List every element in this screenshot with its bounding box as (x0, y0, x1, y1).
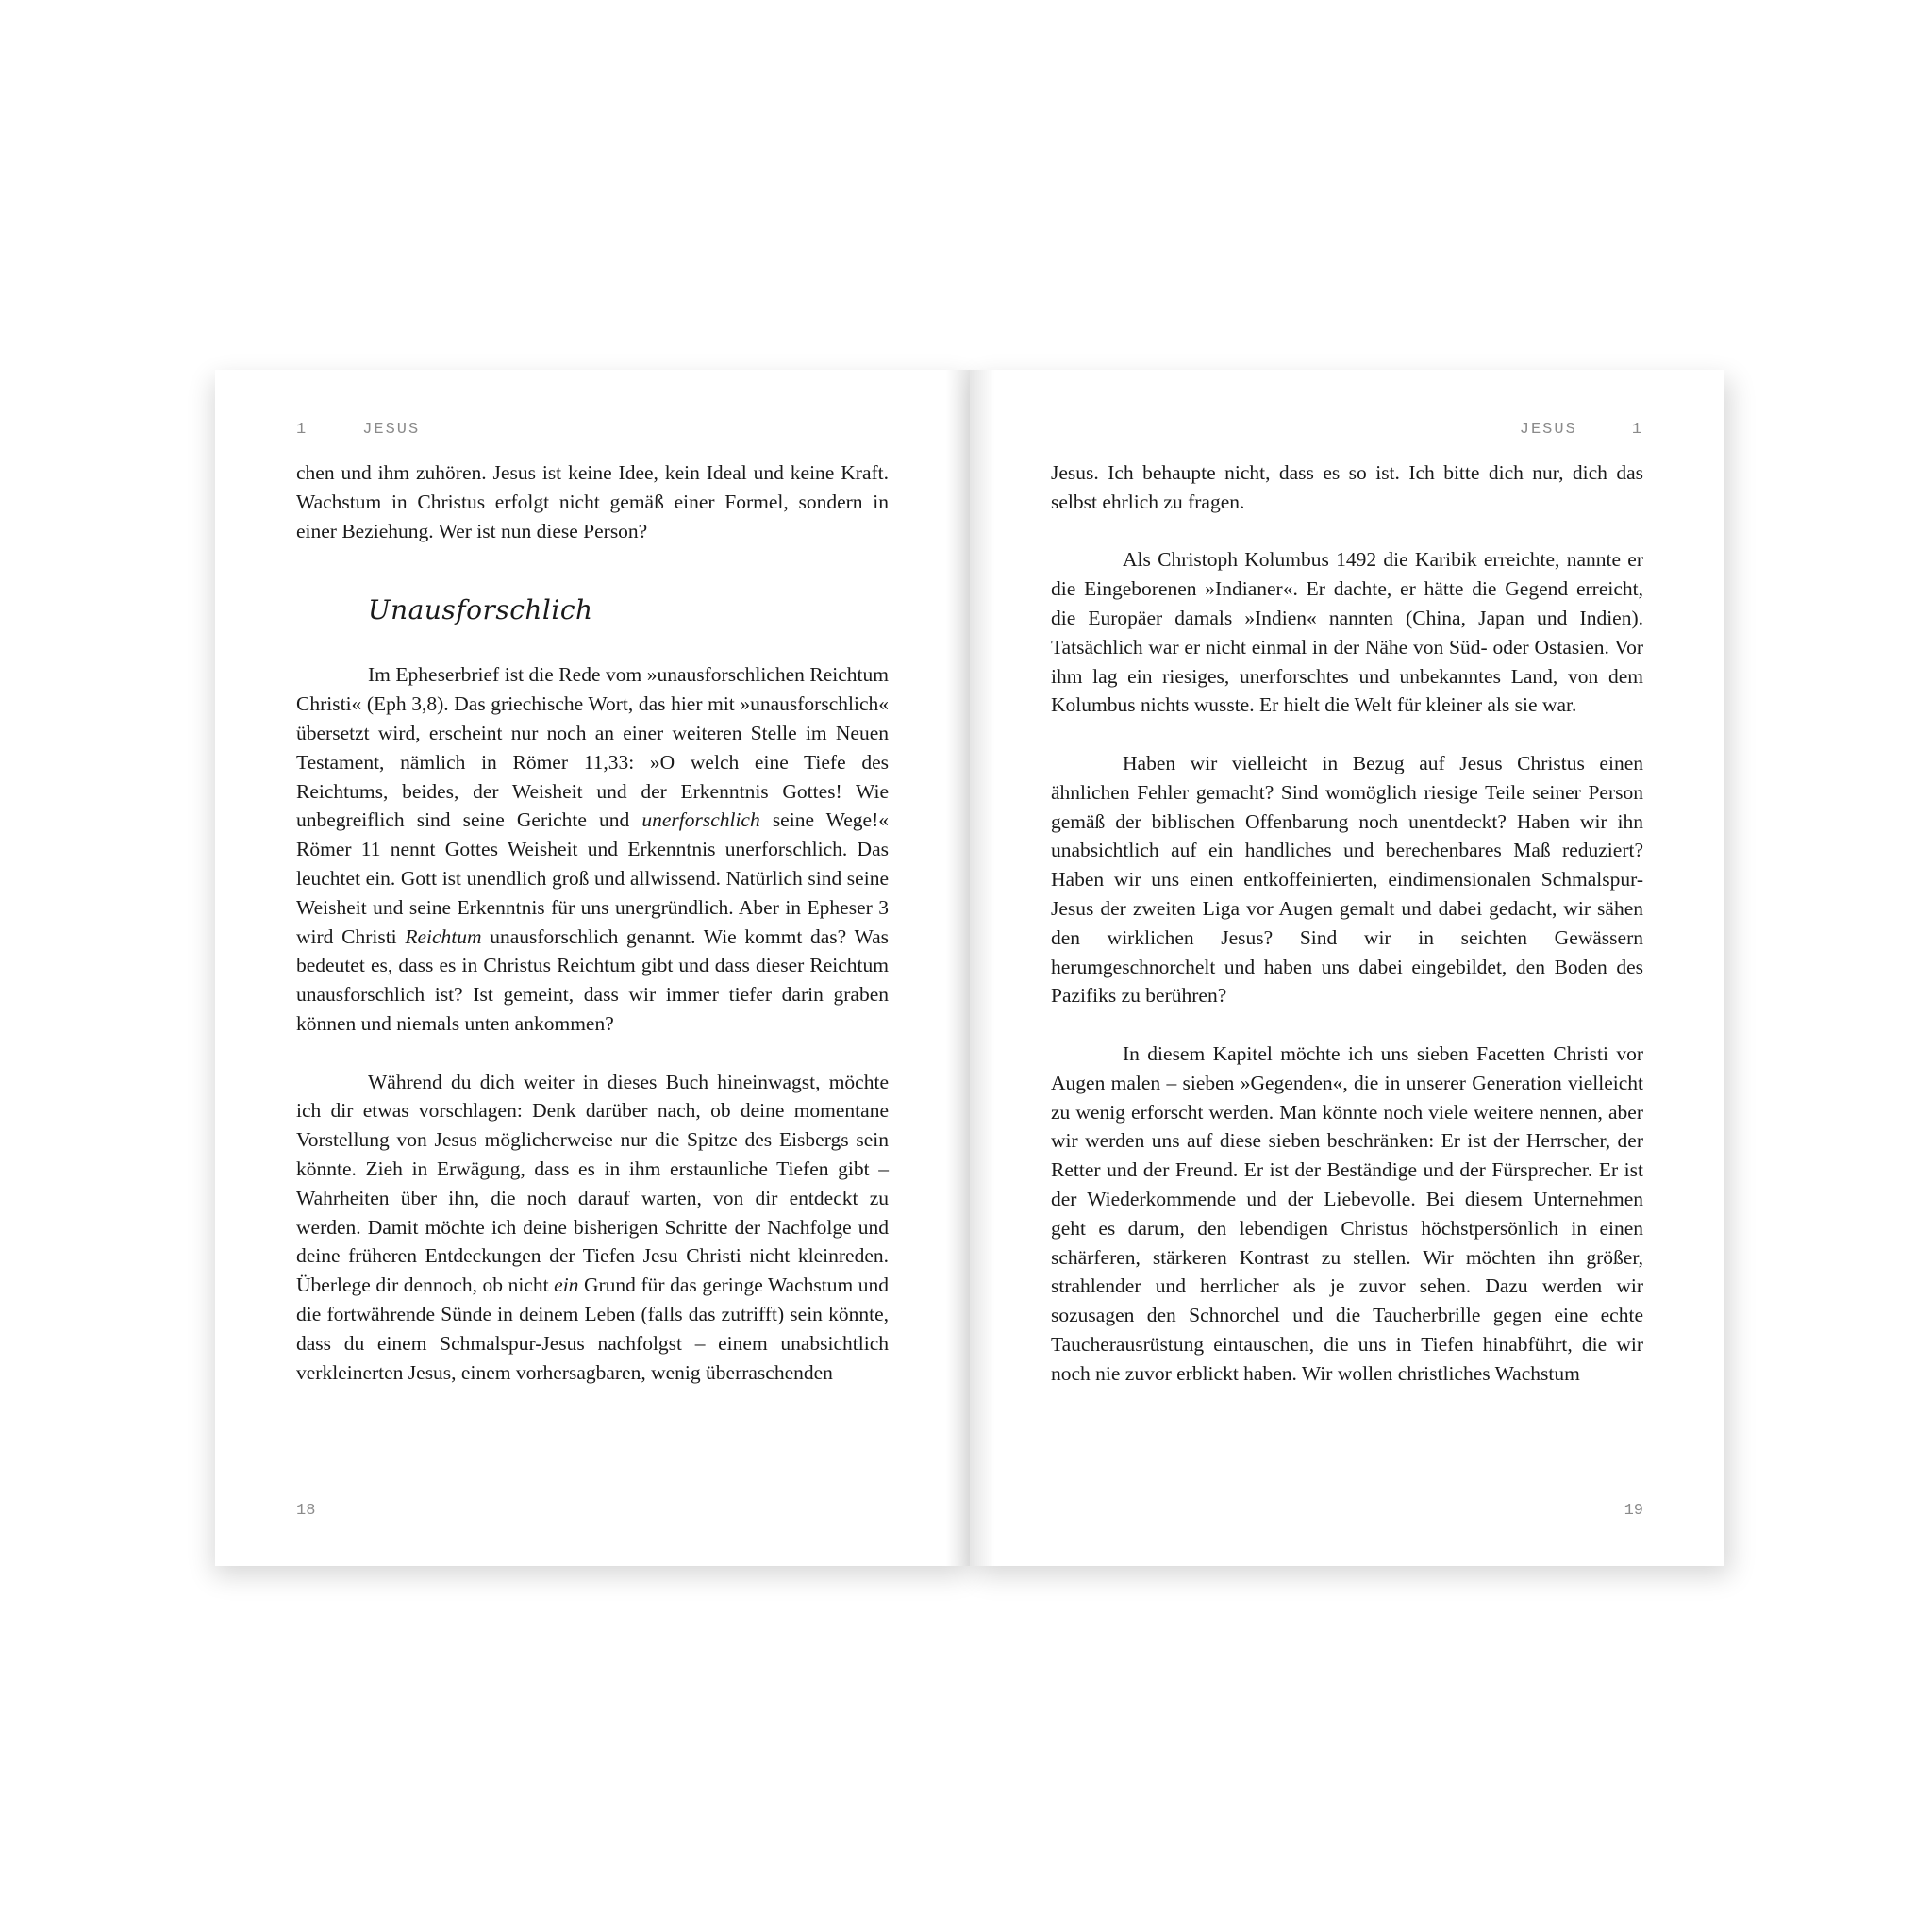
text-run: Während du dich weiter in dieses Buch hineinwagst, möchte ich dir etwas vorschlagen: Denk darüber nach, ob deine momentane Vorstellung von Jesus möglicherweise nur die Spitze des Eisbergs sein könnte. Zieh in Erwägung, dass es in ihm erstaunliche Tiefen gibt – Wahrheiten über ihn, die noch darauf warten, von dir entdeckt zu werden. Damit möchte ich deine bisherigen Schritte der Nachfolge und deine früheren Entdeckungen der Tiefen Jesu Christi nicht kleinreden. Überlege dir dennoch, ob nicht (296, 1070, 889, 1297)
section-heading: Unausforschlich (368, 594, 593, 626)
paragraph: Jesus. Ich behaupte nicht, dass es so ist. Ich bitte dich nur, dich das selbst ehrlich zu fragen. (1051, 461, 1643, 513)
chapter-number: 1 (1631, 421, 1643, 439)
gutter-shadow (970, 370, 994, 1566)
paragraph: Haben wir vielleicht in Bezug auf Jesus Christus einen ähnlichen Fehler gemacht? Sind womöglich riesige Teile seiner Person gemäß der biblischen Offenbarung noch unentdeckt? Haben wir ihn unabsichtlich auf ein handliches und berechenbares Maß reduziert? Haben wir uns einen entkoffeinierten, eindimensionalen Schmalspur-Jesus der zweiten Liga vor Augen gemalt und dabei gedacht, wir sähen den wirklichen Jesus? Sind wir in seichten Gewässern herumgeschnorchelt und haben uns dabei eingebildet, den Boden des Pazifiks zu berühren? (1051, 751, 1643, 1008)
text-run: Im Epheserbrief ist die Rede vom »unausforschlichen Reichtum Christi« (Eph 3,8). Das griechische Wort, das hier mit »unausforschlich« übersetzt wird, erscheint nur noch an einer weiteren Stelle im Neuen Testament, nämlich in Römer 11,33: »O welch eine Tiefe des Reichtums, beides, der Weisheit und der Erkenntnis Gottes! Wie unbegreiflich sind seine Gerichte und (296, 663, 889, 832)
paragraph (296, 660, 889, 1038)
emphasis: Reichtum (405, 924, 482, 948)
book-spread (215, 370, 1724, 1566)
running-head (1520, 421, 1643, 439)
page-number: 18 (296, 1502, 316, 1520)
chapter-number: 1 (296, 421, 308, 439)
paragraph: Als Christoph Kolumbus 1492 die Karibik erreichte, nannte er die Eingeborenen »Indianer«. Er dachte, er hätte die Gegend erreicht, die Europäer damals »Indien« nannten (China, Japan und Indien). Tatsächlich war er nicht einmal in der Nähe von Süd- oder Ostasien. Vor ihm lag ein riesiges, unerforschtes und unbekanntes Land, von dem Kolumbus nichts wusste. Er hielt die Welt für kleiner als sie war. (1051, 548, 1643, 717)
emphasis: unerforschlich (641, 808, 760, 832)
text-run: unausforschlich genannt. Wie kommt das? Was bedeutet es, dass es in Christus Reichtum gibt und dass dieser Reichtum unausforschlich ist? Ist gemeint, dass wir immer tiefer darin graben können und niemals unten ankommen? (296, 924, 889, 1035)
paragraph: chen und ihm zuhören. Jesus ist keine Idee, kein Ideal und keine Kraft. Wachstum in Christus erfolgt nicht gemäß einer Formel, sondern in einer Beziehung. Wer ist nun diese Person? (296, 461, 889, 542)
left-page (215, 370, 970, 1566)
text-run: seine Wege!« Römer 11 nennt Gottes Weisheit und Erkenntnis unerforschlich. Das leuchtet ein. Gott ist unendlich groß und allwissend. Natürlich sind seine Weisheit und seine Erkenntnis für uns unergründlich. Aber in Epheser 3 wird Christi (296, 808, 890, 948)
paragraph: In diesem Kapitel möchte ich uns sieben Facetten Christi vor Augen malen – sieben »Gegenden«, die in unserer Generation vielleicht zu wenig erforscht werden. Man könnte noch viele weitere nennen, aber wir werden uns auf diese sieben beschränken: Er ist der Herrscher, der Retter und der Freund. Er ist der Beständige und der Fürsprecher. Er ist der Wiederkommende und der Liebevolle. Bei diesem Unternehmen geht es darum, den lebendigen Christus höchstpersönlich in einen schärferen, stärkeren Kontrast zu stellen. Wir möchten ihn größer, strahlender und herrlicher als je zuvor sehen. Dazu werden wir sozusagen den Schnorchel und die Taucherbrille gegen eine echte Taucherausrüstung eintauschen, die uns in Tiefen hinabführt, die wir noch nie zuvor erblickt haben. Wir wollen christliches Wachstum (1051, 1041, 1643, 1385)
left-page-body (296, 458, 889, 1387)
page-number: 19 (1624, 1502, 1643, 1520)
text-run: Grund für das geringe Wachstum und die fortwährende Sünde in deinem Leben (falls das zutrifft) sein könnte, dass du einem Schmalspur-Jesus nachfolgst – einem unabsichtlich verkleinerten Jesus, einem vorhersagbaren, wenig überraschenden (296, 1274, 889, 1384)
chapter-title: JESUS (1519, 421, 1577, 439)
running-head (296, 421, 420, 439)
gutter-shadow (945, 370, 970, 1566)
chapter-title: JESUS (362, 421, 421, 439)
paragraph (296, 1068, 889, 1388)
emphasis: ein (554, 1274, 579, 1297)
right-page (970, 370, 1724, 1566)
right-page-body (1051, 458, 1643, 1389)
